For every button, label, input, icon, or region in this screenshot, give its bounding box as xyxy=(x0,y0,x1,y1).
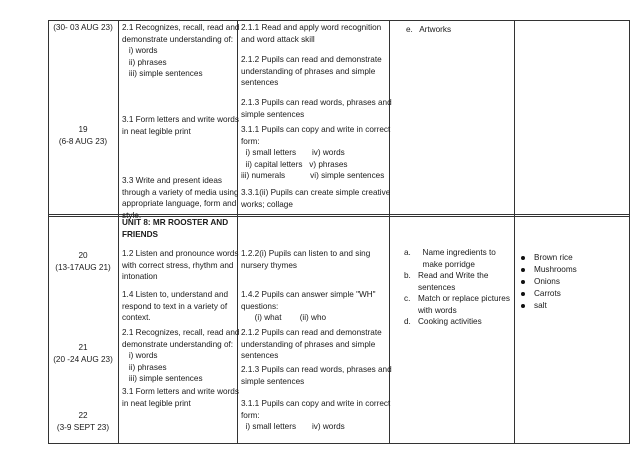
col-border xyxy=(118,20,119,444)
learning-standard: 1.4.2 Pupils can answer simple "WH" questions: (i) what (ii) who xyxy=(241,290,376,322)
bullet-icon xyxy=(521,292,525,296)
activity-marker: c. xyxy=(404,294,411,303)
learning-standard: 3.3.1(ii) Pupils can create simple creative works; collage xyxy=(241,188,391,209)
week-date: (20 -24 AUG 23) xyxy=(53,355,113,364)
content-standard: 1.2 Listen and pronounce words with correct stress, rhythm and intonation xyxy=(122,249,239,281)
activity-text: Name ingredients to make porridge xyxy=(422,248,496,269)
week-date: (6-8 AUG 23) xyxy=(58,137,108,146)
week-number: 21 xyxy=(78,343,88,352)
activity-item: e. Artworks xyxy=(406,25,452,34)
content-standard: 3.3 Write and present ideas through a variety of media using appropriate language, form and style. xyxy=(122,176,239,220)
material-item: Brown rice xyxy=(521,252,573,264)
activity-marker: a. xyxy=(404,248,411,257)
row-border xyxy=(48,20,630,21)
col-border xyxy=(629,20,630,444)
content-standard: 2.1 Recognizes, recall, read and demonstrate understanding of: i) words ii) phrases iii) simple sentences xyxy=(122,328,240,383)
col-border xyxy=(514,20,515,444)
bullet-icon xyxy=(521,304,525,308)
week-date: (13-17AUG 21) xyxy=(55,263,111,272)
col-border xyxy=(48,20,49,444)
activity-marker: b. xyxy=(404,271,411,280)
week-number: 19 xyxy=(78,125,88,134)
material-item: salt xyxy=(521,300,547,312)
bullet-icon xyxy=(521,280,525,284)
activity-text: Match or replace pictures with words xyxy=(418,294,510,315)
week-number: 22 xyxy=(78,411,88,420)
row-border xyxy=(48,443,630,444)
content-standard: 3.1 Form letters and write words in neat legible print xyxy=(122,115,239,136)
learning-standard: 2.1.2 Pupils can read and demonstrate understanding of phrases and simple sentences xyxy=(241,328,382,360)
learning-standard: 1.2.2(i) Pupils can listen to and sing nursery thymes xyxy=(241,249,371,270)
bullet-icon xyxy=(521,268,525,272)
week-range: (30- 03 AUG 23) xyxy=(53,23,113,32)
material-item: Onions xyxy=(521,276,560,288)
learning-standard: 2.1.3 Pupils can read words, phrases and simple sentences xyxy=(241,365,392,386)
week-date: (3-9 SEPT 23) xyxy=(56,423,110,432)
week-number: 20 xyxy=(78,251,88,260)
bullet-icon xyxy=(521,256,525,260)
activity-marker: d. xyxy=(404,317,411,326)
learning-standard: 2.1.2 Pupils can read and demonstrate understanding of phrases and simple sentences xyxy=(241,55,382,87)
content-standard: 2.1 Recognizes, recall, read and demonstrate understanding of: i) words ii) phrases iii) simple sentences xyxy=(122,23,240,78)
material-item: Carrots xyxy=(521,288,561,300)
learning-standard: 2.1.1 Read and apply word recognition and word attack skill xyxy=(241,23,382,44)
learning-standard: 3.1.1 Pupils can copy and write in correct form: i) small letters iv) words ii) capital letters v) phrases iii) numerals vi) simple sentences xyxy=(241,125,391,180)
content-standard: 1.4 Listen to, understand and respond to text in a variety of context. xyxy=(122,290,229,322)
material-item: Mushrooms xyxy=(521,264,577,276)
content-standard: 3.1 Form letters and write words in neat legible print xyxy=(122,387,239,408)
activity-text: Cooking activities xyxy=(418,317,482,326)
learning-standard: 2.1.3 Pupils can read words, phrases and simple sentences xyxy=(241,98,392,119)
activity-text: Read and Write the sentences xyxy=(418,271,489,292)
learning-standard: 3.1.1 Pupils can copy and write in correct form: i) small letters iv) words xyxy=(241,399,391,431)
unit-title: UNIT 8: MR ROOSTER AND FRIENDS xyxy=(122,218,229,239)
